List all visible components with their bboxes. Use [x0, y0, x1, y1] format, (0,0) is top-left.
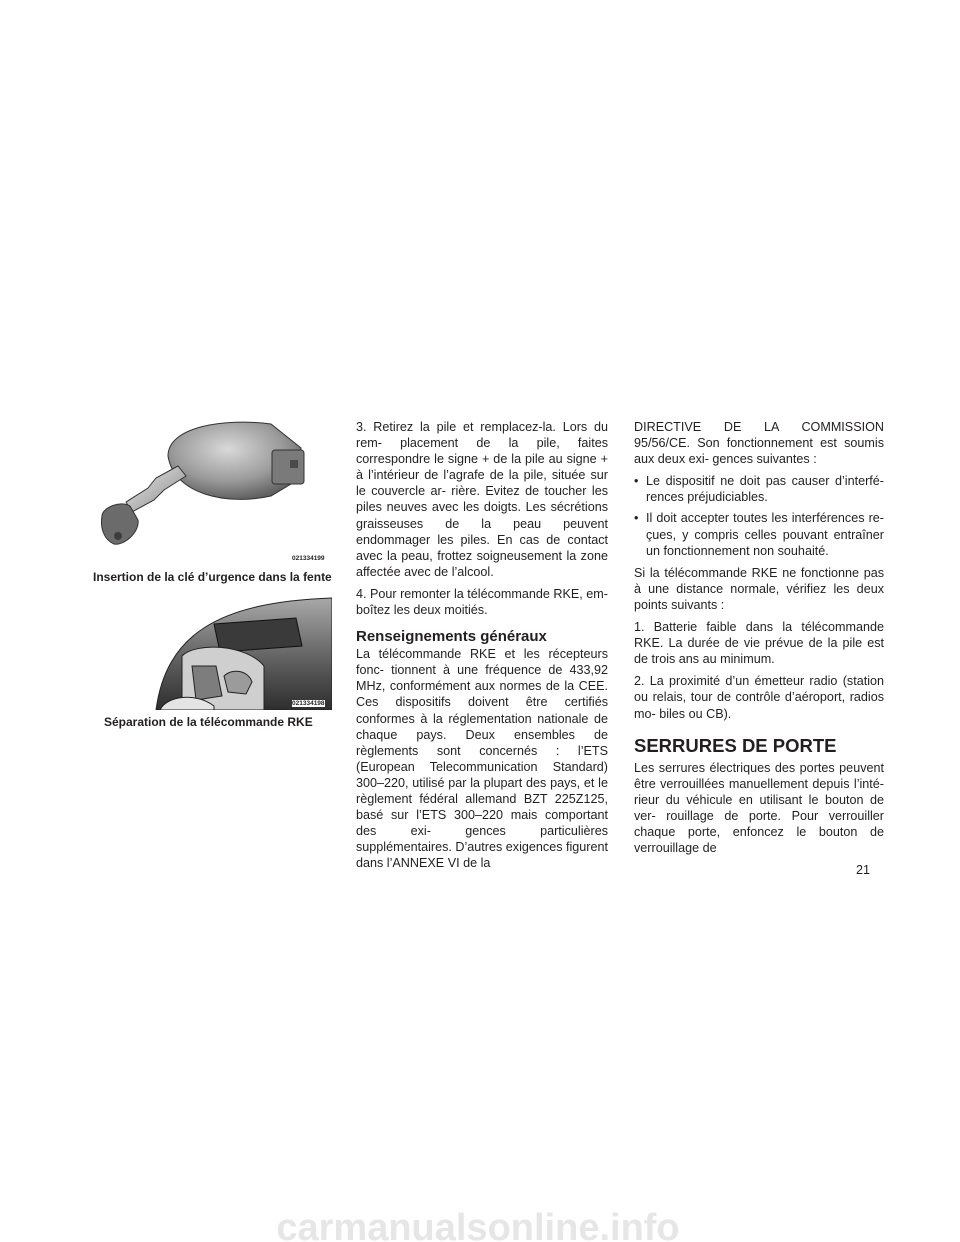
figure-emergency-key	[96, 416, 332, 566]
bullet-icon: •	[634, 474, 639, 489]
page-number: 21	[856, 863, 871, 877]
section-heading: SERRURES DE PORTE	[634, 734, 837, 756]
watermark-logo	[0, 1210, 960, 1242]
bullet-icon: •	[634, 511, 639, 526]
paragraph: 1. Batterie faible dans la télécommande RKE. La durée de vie prévue de la pile est de trois ans au minimum.	[634, 620, 884, 667]
figure-code: 021334199	[292, 555, 325, 562]
paragraph: Si la télécommande RKE ne fonctionne pas à une distance normale, vérifiez les deux points suivants :	[634, 565, 884, 612]
paragraph: DIRECTIVE DE LA COMMISSION 95/56/CE. Son fonctionnement est soumis aux deux exi- gences suivantes :	[634, 420, 884, 467]
paragraph: 2. La proximité d’un émetteur radio (station ou relais, tour de contrôle d’aéroport, radios mo- biles ou CB).	[634, 674, 884, 721]
svg-text:carmanualsonline.info: carmanualsonline.info	[276, 1210, 680, 1242]
list-item: • Il doit accepter toutes les interférences re- çues, y compris celles pouvant entraîner un fonctionnement non souhaité.	[634, 511, 884, 558]
watermark	[0, 1210, 960, 1242]
text-column-middle	[356, 419, 608, 877]
text-column-right	[634, 419, 884, 856]
paragraph: Les serrures électriques des portes peuvent être verrouillées manuellement depuis l’inté- rieur du véhicule en utilisant le bouton de ver- rouillage de porte. Pour verrouiller chaque porte, enfoncez le bouton de verrouillage de	[634, 760, 884, 856]
section-subheading: Renseignements généraux	[356, 628, 547, 646]
figure-caption: Insertion de la clé d’urgence dans la fente	[93, 570, 332, 584]
fob-separation-illustration	[96, 596, 332, 710]
figure-caption: Séparation de la télécommande RKE	[104, 715, 313, 729]
list-item: • Le dispositif ne doit pas causer d’interfé- rences préjudiciables.	[634, 474, 884, 505]
paragraph: 4. Pour remonter la télécommande RKE, em- boîtez les deux moitiés.	[356, 586, 608, 618]
paragraph: 3. Retirez la pile et remplacez-la. Lors du rem- placement de la pile, faites correspondre le signe + de la pile au signe + à l’intérieur de l’agrafe de la pile, située sur le couvercle ar- rière. Evitez de toucher les piles neuves avec les doigts. Les sécrétions graisseuses de la peau peuvent endommager les piles. En cas de contact avec la peau, frottez soigneusement la zone affectée avec de l’alcool.	[356, 420, 608, 579]
requirements-list	[634, 473, 884, 558]
figure-code: 021334198	[292, 700, 325, 707]
paragraph: La télécommande RKE et les récepteurs fonc- tionnent à une fréquence de 433,92 MHz, conformément aux normes de la CEE. Ces dispositifs doivent être certifiés conformes à la réglementation nationale de chaque pays. Deux ensembles de règlements sont concernés : l’ETS (European Telecommunication Standard) 300–220, utilisé par la plupart des pays, et le règlement fédéral allemand BZT 225Z125, basé sur l’ETS 300–220 mais comportant des exi- gences particulières supplémentaires. D’autres exigences figurent dans l’ANNEXE VI de la	[356, 647, 609, 871]
figure-rke-separation	[96, 596, 332, 710]
key-fob-key-illustration	[96, 416, 332, 566]
